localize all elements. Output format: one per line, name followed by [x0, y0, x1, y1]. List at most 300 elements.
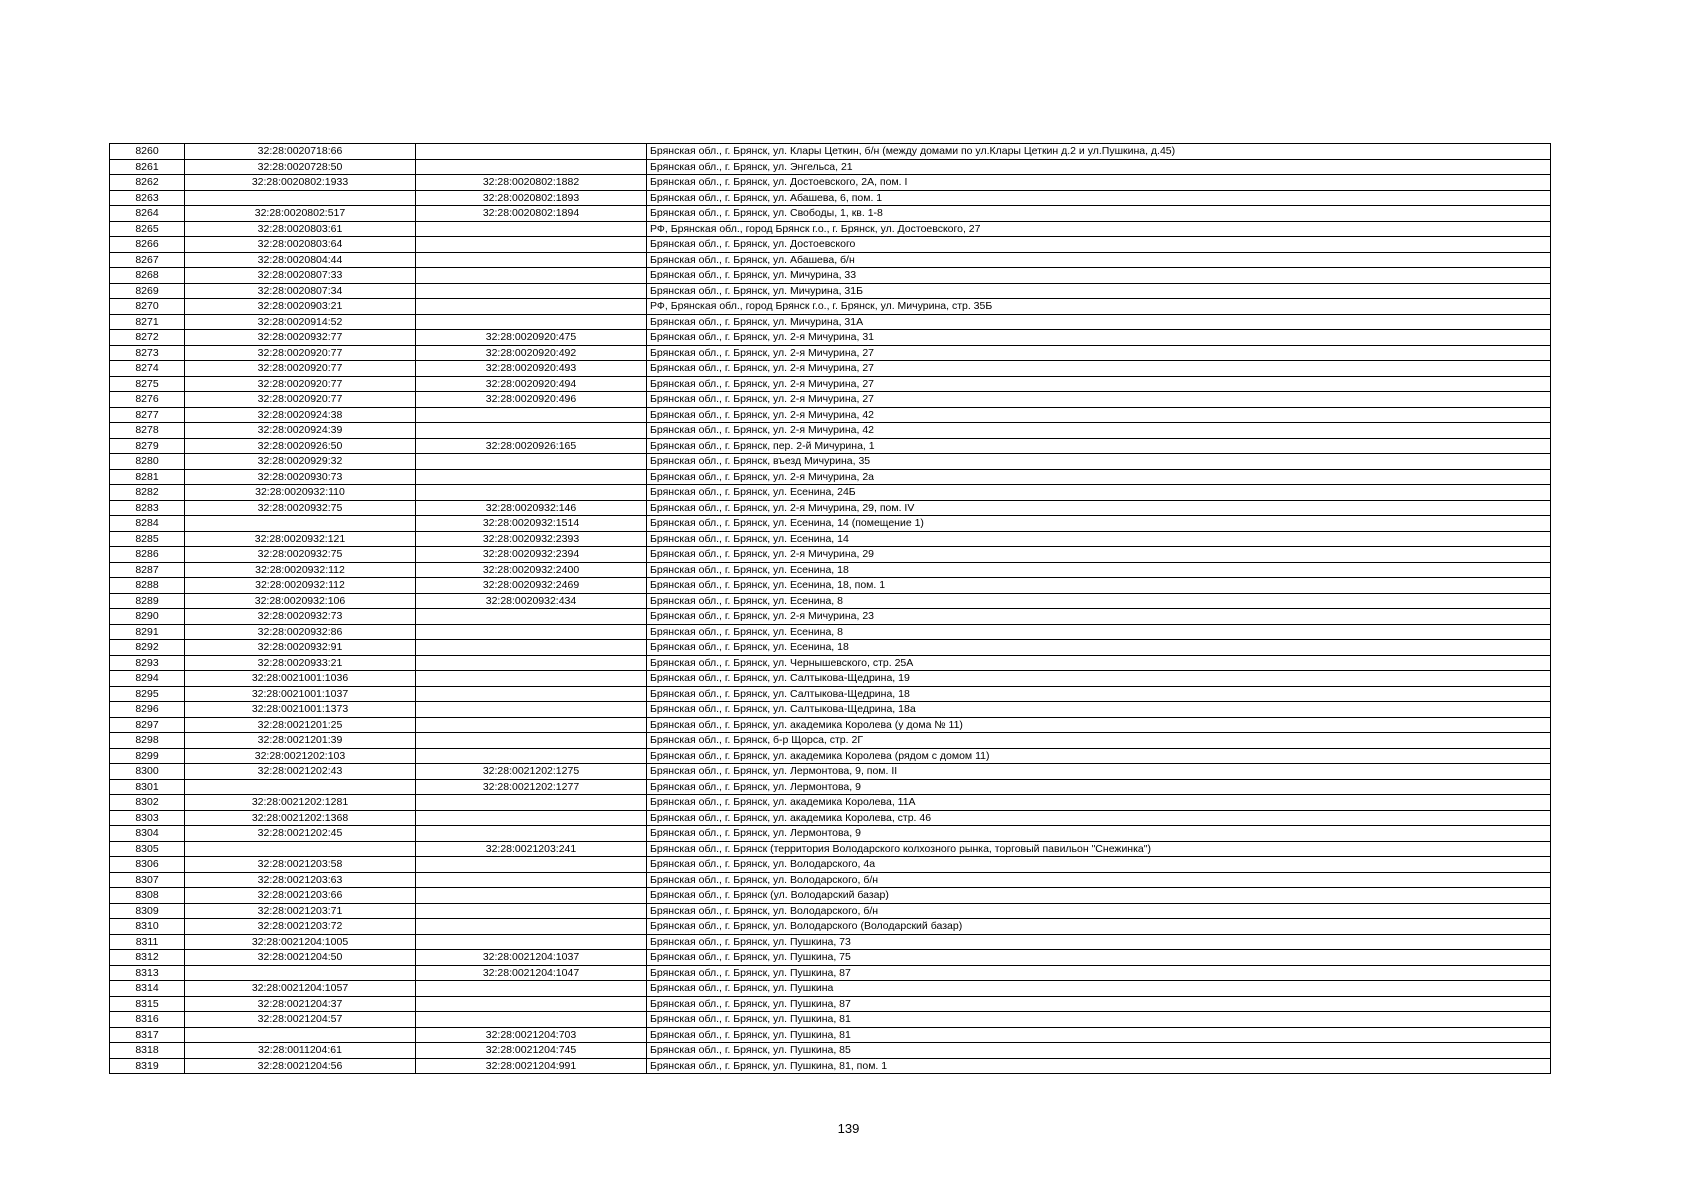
premises-cadastral-number-cell: [416, 252, 647, 268]
cadastral-number-cell: 32:28:0020932:75: [185, 547, 416, 563]
table-row: [110, 655, 1551, 671]
cadastral-number-cell: 32:28:0021201:25: [185, 717, 416, 733]
table-row: [110, 1012, 1551, 1028]
table-row: [110, 609, 1551, 625]
row-number-cell: 8264: [110, 206, 185, 222]
table-row: [110, 159, 1551, 175]
table-row: [110, 438, 1551, 454]
table-row: [110, 562, 1551, 578]
premises-cadastral-number-cell: 32:28:0020920:496: [416, 392, 647, 408]
premises-cadastral-number-cell: 32:28:0020932:1514: [416, 516, 647, 532]
premises-cadastral-number-cell: [416, 485, 647, 501]
table-row: [110, 779, 1551, 795]
address-cell: Брянская обл., г. Брянск, ул. 2-я Мичурина, 31: [647, 330, 1551, 346]
address-cell: Брянская обл., г. Брянск, ул. Есенина, 14 (помещение 1): [647, 516, 1551, 532]
table-row: [110, 237, 1551, 253]
cadastral-number-cell: 32:28:0021202:103: [185, 748, 416, 764]
premises-cadastral-number-cell: 32:28:0020920:493: [416, 361, 647, 377]
address-cell: Брянская обл., г. Брянск, ул. Володарского, б/н: [647, 903, 1551, 919]
row-number-cell: 8296: [110, 702, 185, 718]
cadastral-number-cell: 32:28:0020914:52: [185, 314, 416, 330]
cadastral-number-cell: 32:28:0021201:39: [185, 733, 416, 749]
row-number-cell: 8272: [110, 330, 185, 346]
premises-cadastral-number-cell: 32:28:0020926:165: [416, 438, 647, 454]
premises-cadastral-number-cell: [416, 283, 647, 299]
registry-table: [109, 143, 1551, 1074]
address-cell: Брянская обл., г. Брянск, ул. Клары Цеткин, б/н (между домами по ул.Клары Цеткин д.2 и ул.Пушкина, д.45): [647, 144, 1551, 160]
table-row: [110, 252, 1551, 268]
premises-cadastral-number-cell: 32:28:0021203:241: [416, 841, 647, 857]
premises-cadastral-number-cell: [416, 810, 647, 826]
row-number-cell: 8265: [110, 221, 185, 237]
table-row: [110, 423, 1551, 439]
row-number-cell: 8300: [110, 764, 185, 780]
row-number-cell: 8279: [110, 438, 185, 454]
premises-cadastral-number-cell: [416, 903, 647, 919]
row-number-cell: 8289: [110, 593, 185, 609]
table-row: [110, 314, 1551, 330]
table-row: [110, 981, 1551, 997]
address-cell: Брянская обл., г. Брянск, ул. Пушкина, 87: [647, 996, 1551, 1012]
cadastral-number-cell: [185, 841, 416, 857]
table-row: [110, 144, 1551, 160]
address-cell: Брянская обл., г. Брянск, ул. академика Королева, стр. 46: [647, 810, 1551, 826]
row-number-cell: 8319: [110, 1058, 185, 1074]
row-number-cell: 8275: [110, 376, 185, 392]
address-cell: Брянская обл., г. Брянск, ул. Салтыкова-Щедрина, 18а: [647, 702, 1551, 718]
address-cell: Брянская обл., г. Брянск (территория Володарского колхозного рынка, торговый павильон "Снежинка"): [647, 841, 1551, 857]
premises-cadastral-number-cell: 32:28:0020802:1894: [416, 206, 647, 222]
address-cell: Брянская обл., г. Брянск, ул. 2-я Мичурина, 27: [647, 392, 1551, 408]
address-cell: Брянская обл., г. Брянск, ул. Достоевского: [647, 237, 1551, 253]
table-row: [110, 717, 1551, 733]
cadastral-number-cell: 32:28:0020932:75: [185, 500, 416, 516]
premises-cadastral-number-cell: [416, 268, 647, 284]
row-number-cell: 8309: [110, 903, 185, 919]
address-cell: Брянская обл., г. Брянск, ул. Есенина, 18: [647, 562, 1551, 578]
table-row: [110, 407, 1551, 423]
address-cell: Брянская обл., г. Брянск, въезд Мичурина, 35: [647, 454, 1551, 470]
row-number-cell: 8260: [110, 144, 185, 160]
premises-cadastral-number-cell: 32:28:0020920:492: [416, 345, 647, 361]
cadastral-number-cell: 32:28:0021204:56: [185, 1058, 416, 1074]
table-row: [110, 268, 1551, 284]
cadastral-number-cell: [185, 1027, 416, 1043]
table-row: [110, 469, 1551, 485]
premises-cadastral-number-cell: [416, 981, 647, 997]
table-row: [110, 578, 1551, 594]
premises-cadastral-number-cell: 32:28:0020932:2393: [416, 531, 647, 547]
row-number-cell: 8315: [110, 996, 185, 1012]
address-cell: Брянская обл., г. Брянск, ул. 2-я Мичурина, 42: [647, 423, 1551, 439]
address-cell: Брянская обл., г. Брянск, ул. Пушкина, 81: [647, 1012, 1551, 1028]
premises-cadastral-number-cell: 32:28:0021204:1037: [416, 950, 647, 966]
cadastral-number-cell: [185, 190, 416, 206]
row-number-cell: 8303: [110, 810, 185, 826]
table-row: [110, 795, 1551, 811]
cadastral-number-cell: 32:28:0021204:50: [185, 950, 416, 966]
cadastral-number-cell: 32:28:0021203:63: [185, 872, 416, 888]
table-row: [110, 888, 1551, 904]
cadastral-number-cell: 32:28:0020932:106: [185, 593, 416, 609]
row-number-cell: 8317: [110, 1027, 185, 1043]
premises-cadastral-number-cell: 32:28:0020920:494: [416, 376, 647, 392]
row-number-cell: 8308: [110, 888, 185, 904]
row-number-cell: 8276: [110, 392, 185, 408]
premises-cadastral-number-cell: [416, 671, 647, 687]
address-cell: Брянская обл., г. Брянск, ул. 2-я Мичурина, 29, пом. IV: [647, 500, 1551, 516]
address-cell: Брянская обл., г. Брянск, ул. Володарского (Володарский базар): [647, 919, 1551, 935]
cadastral-number-cell: 32:28:0020807:33: [185, 268, 416, 284]
table-row: [110, 221, 1551, 237]
premises-cadastral-number-cell: [416, 857, 647, 873]
row-number-cell: 8287: [110, 562, 185, 578]
row-number-cell: 8291: [110, 624, 185, 640]
premises-cadastral-number-cell: [416, 655, 647, 671]
address-cell: Брянская обл., г. Брянск, ул. Володарского, б/н: [647, 872, 1551, 888]
address-cell: Брянская обл., г. Брянск, ул. Лермонтова, 9, пом. II: [647, 764, 1551, 780]
row-number-cell: 8266: [110, 237, 185, 253]
row-number-cell: 8283: [110, 500, 185, 516]
address-cell: Брянская обл., г. Брянск, ул. академика Королева (рядом с домом 11): [647, 748, 1551, 764]
registry-table-body: [110, 144, 1551, 1074]
row-number-cell: 8310: [110, 919, 185, 935]
row-number-cell: 8269: [110, 283, 185, 299]
cadastral-number-cell: 32:28:0021203:72: [185, 919, 416, 935]
table-row: [110, 903, 1551, 919]
row-number-cell: 8293: [110, 655, 185, 671]
address-cell: Брянская обл., г. Брянск, ул. Пушкина: [647, 981, 1551, 997]
premises-cadastral-number-cell: 32:28:0020802:1893: [416, 190, 647, 206]
cadastral-number-cell: 32:28:0020920:77: [185, 392, 416, 408]
premises-cadastral-number-cell: [416, 159, 647, 175]
premises-cadastral-number-cell: [416, 872, 647, 888]
address-cell: Брянская обл., г. Брянск, ул. академика Королева, 11А: [647, 795, 1551, 811]
address-cell: Брянская обл., г. Брянск, ул. Салтыкова-Щедрина, 18: [647, 686, 1551, 702]
row-number-cell: 8304: [110, 826, 185, 842]
address-cell: Брянская обл., г. Брянск, ул. Абашева, 6, пом. 1: [647, 190, 1551, 206]
table-row: [110, 965, 1551, 981]
row-number-cell: 8273: [110, 345, 185, 361]
premises-cadastral-number-cell: 32:28:0020920:475: [416, 330, 647, 346]
premises-cadastral-number-cell: [416, 640, 647, 656]
address-cell: Брянская обл., г. Брянск, ул. 2-я Мичурина, 27: [647, 376, 1551, 392]
address-cell: Брянская обл., г. Брянск, ул. Мичурина, 31Б: [647, 283, 1551, 299]
cadastral-number-cell: 32:28:0020804:44: [185, 252, 416, 268]
table-row: [110, 764, 1551, 780]
table-row: [110, 826, 1551, 842]
address-cell: Брянская обл., г. Брянск, ул. Пушкина, 73: [647, 934, 1551, 950]
table-row: [110, 1027, 1551, 1043]
table-row: [110, 1043, 1551, 1059]
cadastral-number-cell: 32:28:0020802:517: [185, 206, 416, 222]
premises-cadastral-number-cell: [416, 919, 647, 935]
row-number-cell: 8277: [110, 407, 185, 423]
cadastral-number-cell: 32:28:0021204:1005: [185, 934, 416, 950]
table-row: [110, 1058, 1551, 1074]
address-cell: Брянская обл., г. Брянск, ул. Есенина, 18: [647, 640, 1551, 656]
address-cell: Брянская обл., г. Брянск, ул. 2-я Мичурина, 29: [647, 547, 1551, 563]
cadastral-number-cell: 32:28:0020926:50: [185, 438, 416, 454]
cadastral-number-cell: 32:28:0020932:110: [185, 485, 416, 501]
table-row: [110, 640, 1551, 656]
row-number-cell: 8314: [110, 981, 185, 997]
table-row: [110, 175, 1551, 191]
row-number-cell: 8281: [110, 469, 185, 485]
premises-cadastral-number-cell: 32:28:0021202:1275: [416, 764, 647, 780]
premises-cadastral-number-cell: [416, 748, 647, 764]
row-number-cell: 8302: [110, 795, 185, 811]
table-row: [110, 919, 1551, 935]
address-cell: Брянская обл., г. Брянск, ул. Мичурина, 33: [647, 268, 1551, 284]
premises-cadastral-number-cell: [416, 624, 647, 640]
premises-cadastral-number-cell: [416, 454, 647, 470]
cadastral-number-cell: 32:28:0020932:86: [185, 624, 416, 640]
cadastral-number-cell: 32:28:0020933:21: [185, 655, 416, 671]
row-number-cell: 8261: [110, 159, 185, 175]
cadastral-number-cell: 32:28:0020932:77: [185, 330, 416, 346]
premises-cadastral-number-cell: 32:28:0021204:991: [416, 1058, 647, 1074]
premises-cadastral-number-cell: [416, 144, 647, 160]
cadastral-number-cell: 32:28:0021001:1036: [185, 671, 416, 687]
premises-cadastral-number-cell: [416, 423, 647, 439]
row-number-cell: 8294: [110, 671, 185, 687]
row-number-cell: 8286: [110, 547, 185, 563]
address-cell: Брянская обл., г. Брянск, ул. 2-я Мичурина, 27: [647, 345, 1551, 361]
premises-cadastral-number-cell: [416, 237, 647, 253]
row-number-cell: 8280: [110, 454, 185, 470]
cadastral-number-cell: 32:28:0020803:61: [185, 221, 416, 237]
table-row: [110, 996, 1551, 1012]
table-row: [110, 376, 1551, 392]
cadastral-number-cell: 32:28:0021203:66: [185, 888, 416, 904]
cadastral-number-cell: 32:28:0020920:77: [185, 361, 416, 377]
cadastral-number-cell: 32:28:0011204:61: [185, 1043, 416, 1059]
row-number-cell: 8313: [110, 965, 185, 981]
cadastral-number-cell: 32:28:0020932:121: [185, 531, 416, 547]
address-cell: Брянская обл., г. Брянск, ул. Володарского, 4а: [647, 857, 1551, 873]
row-number-cell: 8298: [110, 733, 185, 749]
address-cell: РФ, Брянская обл., город Брянск г.о., г. Брянск, ул. Достоевского, 27: [647, 221, 1551, 237]
row-number-cell: 8295: [110, 686, 185, 702]
table-row: [110, 733, 1551, 749]
table-row: [110, 872, 1551, 888]
cadastral-number-cell: [185, 516, 416, 532]
row-number-cell: 8306: [110, 857, 185, 873]
premises-cadastral-number-cell: [416, 314, 647, 330]
table-row: [110, 299, 1551, 315]
address-cell: Брянская обл., г. Брянск, ул. Есенина, 18, пом. 1: [647, 578, 1551, 594]
table-row: [110, 345, 1551, 361]
table-row: [110, 841, 1551, 857]
table-row: [110, 531, 1551, 547]
table-row: [110, 330, 1551, 346]
row-number-cell: 8284: [110, 516, 185, 532]
premises-cadastral-number-cell: [416, 221, 647, 237]
premises-cadastral-number-cell: 32:28:0020932:434: [416, 593, 647, 609]
table-row: [110, 950, 1551, 966]
address-cell: Брянская обл., г. Брянск (ул. Володарский базар): [647, 888, 1551, 904]
premises-cadastral-number-cell: [416, 469, 647, 485]
table-row: [110, 454, 1551, 470]
address-cell: Брянская обл., г. Брянск, пер. 2-й Мичурина, 1: [647, 438, 1551, 454]
table-row: [110, 593, 1551, 609]
row-number-cell: 8307: [110, 872, 185, 888]
row-number-cell: 8267: [110, 252, 185, 268]
premises-cadastral-number-cell: [416, 686, 647, 702]
address-cell: Брянская обл., г. Брянск, ул. Салтыкова-Щедрина, 19: [647, 671, 1551, 687]
page-number: 139: [837, 1121, 860, 1136]
cadastral-number-cell: 32:28:0021202:43: [185, 764, 416, 780]
address-cell: Брянская обл., г. Брянск, ул. Пушкина, 87: [647, 965, 1551, 981]
cadastral-number-cell: 32:28:0021203:58: [185, 857, 416, 873]
address-cell: Брянская обл., г. Брянск, ул. Лермонтова, 9: [647, 779, 1551, 795]
cadastral-number-cell: 32:28:0020903:21: [185, 299, 416, 315]
row-number-cell: 8301: [110, 779, 185, 795]
address-cell: Брянская обл., г. Брянск, ул. Энгельса, 21: [647, 159, 1551, 175]
premises-cadastral-number-cell: [416, 733, 647, 749]
row-number-cell: 8299: [110, 748, 185, 764]
premises-cadastral-number-cell: [416, 299, 647, 315]
row-number-cell: 8290: [110, 609, 185, 625]
cadastral-number-cell: 32:28:0021202:45: [185, 826, 416, 842]
premises-cadastral-number-cell: 32:28:0020932:2469: [416, 578, 647, 594]
row-number-cell: 8311: [110, 934, 185, 950]
cadastral-number-cell: 32:28:0020803:64: [185, 237, 416, 253]
premises-cadastral-number-cell: [416, 996, 647, 1012]
cadastral-number-cell: 32:28:0021001:1373: [185, 702, 416, 718]
row-number-cell: 8278: [110, 423, 185, 439]
address-cell: Брянская обл., г. Брянск, ул. Есенина, 24Б: [647, 485, 1551, 501]
address-cell: Брянская обл., г. Брянск, ул. Чернышевского, стр. 25А: [647, 655, 1551, 671]
table-row: [110, 206, 1551, 222]
address-cell: Брянская обл., г. Брянск, ул. Есенина, 8: [647, 624, 1551, 640]
table-row: [110, 485, 1551, 501]
cadastral-number-cell: 32:28:0020924:39: [185, 423, 416, 439]
table-row: [110, 748, 1551, 764]
premises-cadastral-number-cell: 32:28:0020802:1882: [416, 175, 647, 191]
table-row: [110, 392, 1551, 408]
premises-cadastral-number-cell: [416, 1012, 647, 1028]
premises-cadastral-number-cell: 32:28:0020932:2400: [416, 562, 647, 578]
cadastral-number-cell: 32:28:0020920:77: [185, 376, 416, 392]
row-number-cell: 8288: [110, 578, 185, 594]
table-row: [110, 686, 1551, 702]
cadastral-number-cell: 32:28:0020932:112: [185, 562, 416, 578]
table-row: [110, 516, 1551, 532]
table-row: [110, 500, 1551, 516]
row-number-cell: 8305: [110, 841, 185, 857]
row-number-cell: 8270: [110, 299, 185, 315]
address-cell: Брянская обл., г. Брянск, ул. академика Королева (у дома № 11): [647, 717, 1551, 733]
row-number-cell: 8285: [110, 531, 185, 547]
table-row: [110, 810, 1551, 826]
row-number-cell: 8268: [110, 268, 185, 284]
address-cell: Брянская обл., г. Брянск, ул. Пушкина, 75: [647, 950, 1551, 966]
premises-cadastral-number-cell: 32:28:0020932:146: [416, 500, 647, 516]
premises-cadastral-number-cell: [416, 609, 647, 625]
cadastral-number-cell: 32:28:0021001:1037: [185, 686, 416, 702]
cadastral-number-cell: 32:28:0020924:38: [185, 407, 416, 423]
cadastral-number-cell: [185, 779, 416, 795]
premises-cadastral-number-cell: 32:28:0021204:703: [416, 1027, 647, 1043]
row-number-cell: 8282: [110, 485, 185, 501]
table-row: [110, 283, 1551, 299]
address-cell: РФ, Брянская обл., город Брянск г.о., г. Брянск, ул. Мичурина, стр. 35Б: [647, 299, 1551, 315]
row-number-cell: 8318: [110, 1043, 185, 1059]
address-cell: Брянская обл., г. Брянск, ул. 2-я Мичурина, 23: [647, 609, 1551, 625]
address-cell: Брянская обл., г. Брянск, ул. Абашева, б/н: [647, 252, 1551, 268]
address-cell: Брянская обл., г. Брянск, б-р Щорса, стр. 2Г: [647, 733, 1551, 749]
cadastral-number-cell: 32:28:0021202:1368: [185, 810, 416, 826]
table-row: [110, 857, 1551, 873]
table-row: [110, 671, 1551, 687]
address-cell: Брянская обл., г. Брянск, ул. Свободы, 1, кв. 1-8: [647, 206, 1551, 222]
premises-cadastral-number-cell: 32:28:0021204:1047: [416, 965, 647, 981]
premises-cadastral-number-cell: [416, 826, 647, 842]
cadastral-number-cell: 32:28:0021204:57: [185, 1012, 416, 1028]
cadastral-number-cell: 32:28:0021202:1281: [185, 795, 416, 811]
address-cell: Брянская обл., г. Брянск, ул. Лермонтова, 9: [647, 826, 1551, 842]
address-cell: Брянская обл., г. Брянск, ул. Есенина, 8: [647, 593, 1551, 609]
premises-cadastral-number-cell: 32:28:0021204:745: [416, 1043, 647, 1059]
address-cell: Брянская обл., г. Брянск, ул. 2-я Мичурина, 42: [647, 407, 1551, 423]
cadastral-number-cell: 32:28:0021204:37: [185, 996, 416, 1012]
premises-cadastral-number-cell: [416, 407, 647, 423]
row-number-cell: 8316: [110, 1012, 185, 1028]
row-number-cell: 8274: [110, 361, 185, 377]
row-number-cell: 8312: [110, 950, 185, 966]
premises-cadastral-number-cell: [416, 934, 647, 950]
address-cell: Брянская обл., г. Брянск, ул. Пушкина, 81: [647, 1027, 1551, 1043]
address-cell: Брянская обл., г. Брянск, ул. Пушкина, 85: [647, 1043, 1551, 1059]
cadastral-number-cell: 32:28:0020932:73: [185, 609, 416, 625]
premises-cadastral-number-cell: [416, 888, 647, 904]
cadastral-number-cell: 32:28:0020929:32: [185, 454, 416, 470]
premises-cadastral-number-cell: [416, 717, 647, 733]
table-row: [110, 361, 1551, 377]
address-cell: Брянская обл., г. Брянск, ул. Мичурина, 31А: [647, 314, 1551, 330]
table-row: [110, 934, 1551, 950]
cadastral-number-cell: 32:28:0020932:112: [185, 578, 416, 594]
address-cell: Брянская обл., г. Брянск, ул. Пушкина, 81, пом. 1: [647, 1058, 1551, 1074]
cadastral-number-cell: 32:28:0020807:34: [185, 283, 416, 299]
address-cell: Брянская обл., г. Брянск, ул. Достоевского, 2А, пом. I: [647, 175, 1551, 191]
table-row: [110, 702, 1551, 718]
address-cell: Брянская обл., г. Брянск, ул. Есенина, 14: [647, 531, 1551, 547]
row-number-cell: 8271: [110, 314, 185, 330]
cadastral-number-cell: 32:28:0021204:1057: [185, 981, 416, 997]
address-cell: Брянская обл., г. Брянск, ул. 2-я Мичурина, 2а: [647, 469, 1551, 485]
row-number-cell: 8292: [110, 640, 185, 656]
premises-cadastral-number-cell: [416, 795, 647, 811]
cadastral-number-cell: 32:28:0020920:77: [185, 345, 416, 361]
cadastral-number-cell: 32:28:0020728:50: [185, 159, 416, 175]
cadastral-number-cell: 32:28:0020718:66: [185, 144, 416, 160]
premises-cadastral-number-cell: 32:28:0021202:1277: [416, 779, 647, 795]
table-row: [110, 547, 1551, 563]
row-number-cell: 8262: [110, 175, 185, 191]
table-row: [110, 190, 1551, 206]
cadastral-number-cell: 32:28:0021203:71: [185, 903, 416, 919]
row-number-cell: 8297: [110, 717, 185, 733]
cadastral-number-cell: 32:28:0020930:73: [185, 469, 416, 485]
row-number-cell: 8263: [110, 190, 185, 206]
address-cell: Брянская обл., г. Брянск, ул. 2-я Мичурина, 27: [647, 361, 1551, 377]
cadastral-number-cell: [185, 965, 416, 981]
premises-cadastral-number-cell: 32:28:0020932:2394: [416, 547, 647, 563]
table-row: [110, 624, 1551, 640]
